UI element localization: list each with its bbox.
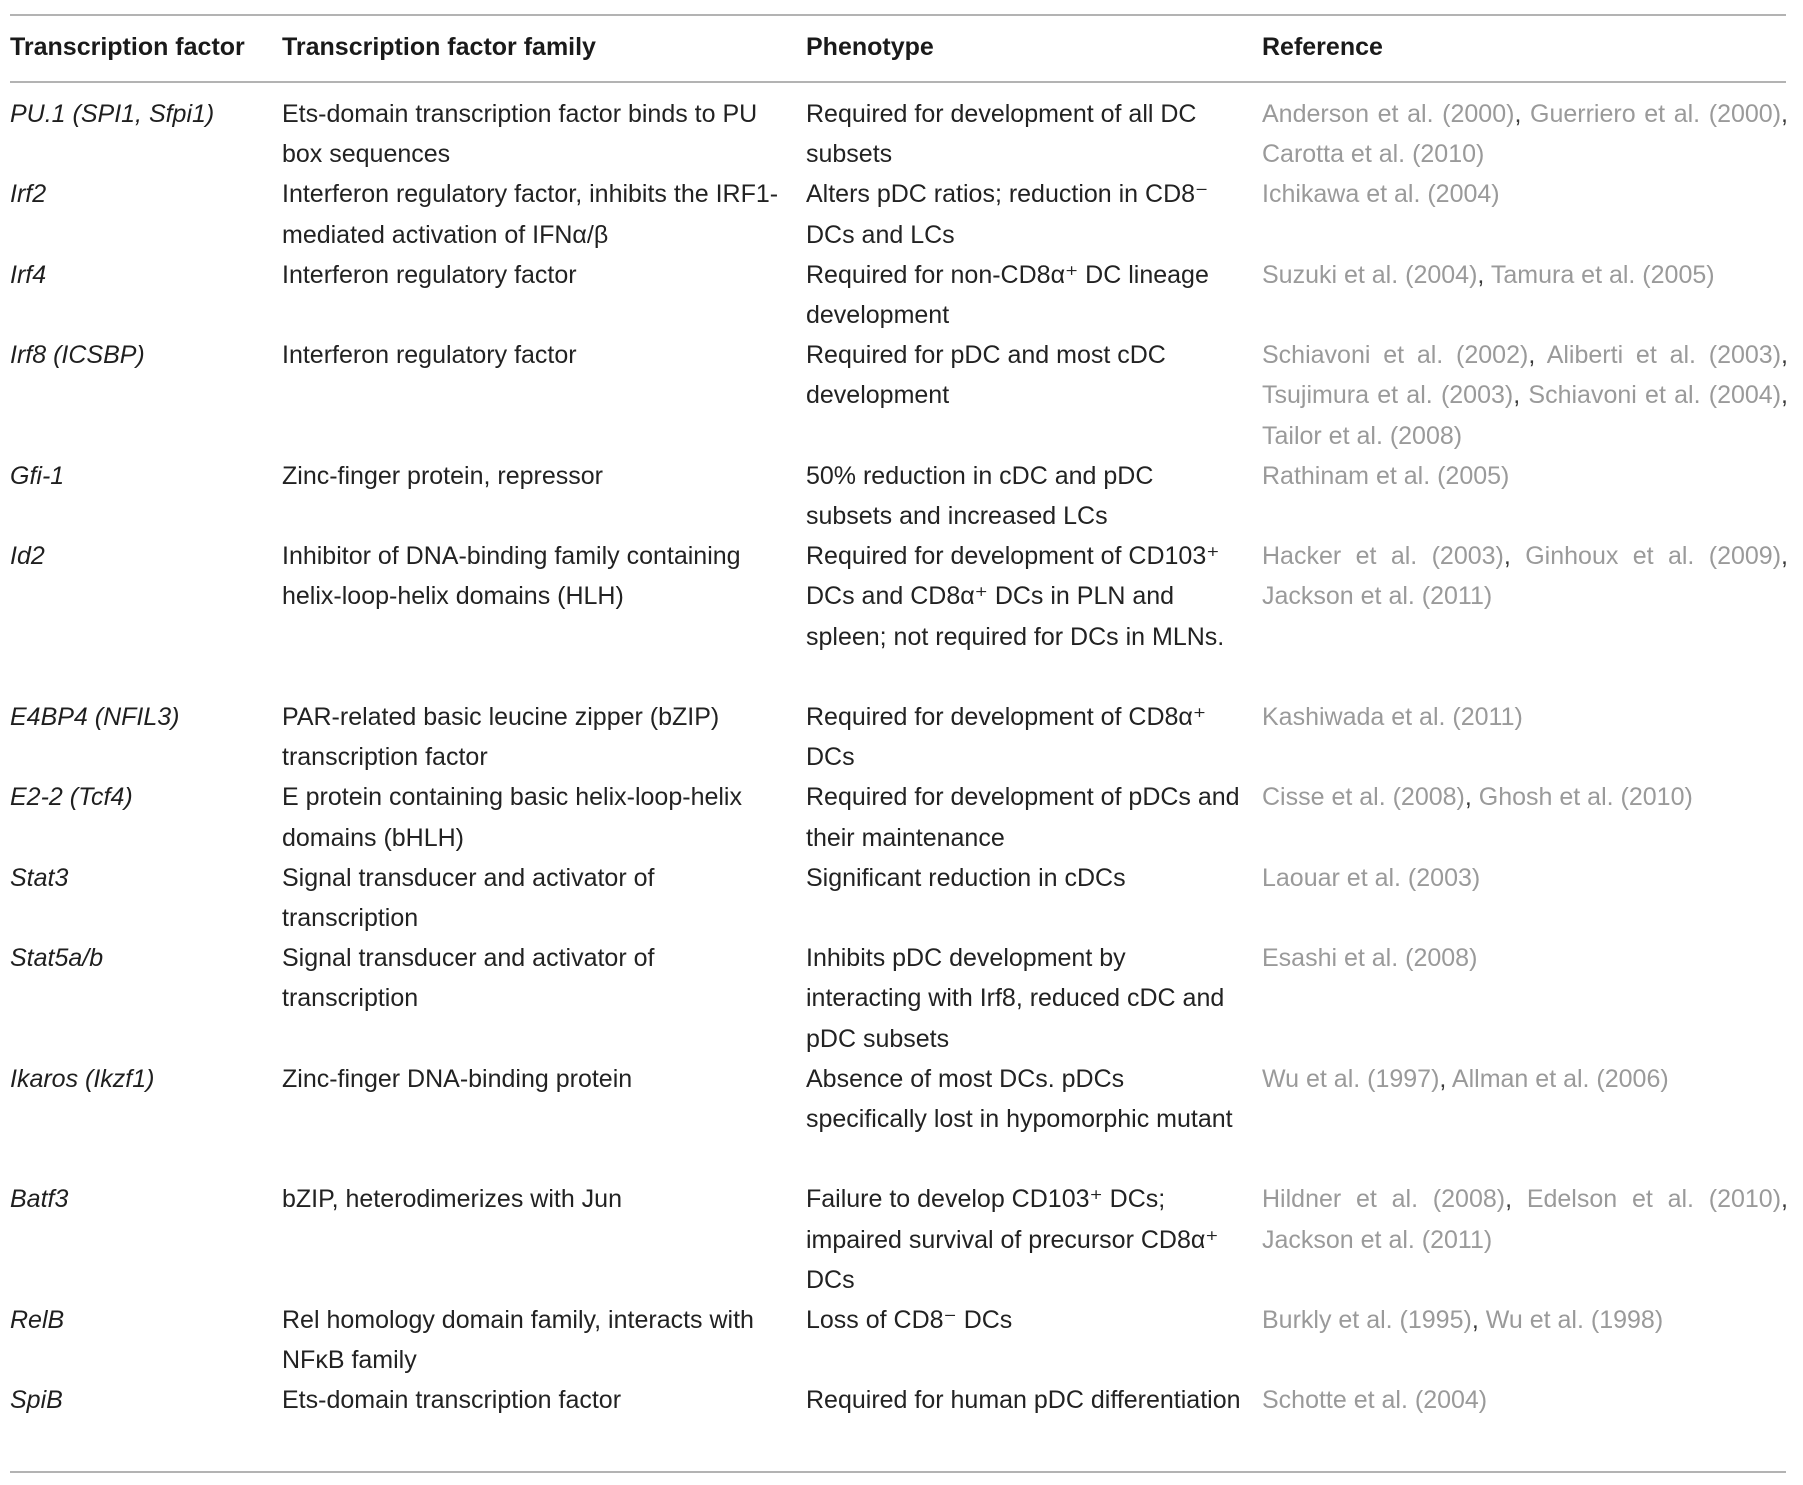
cell-references	[1262, 858, 1788, 898]
cell-references	[1262, 1300, 1788, 1340]
cell-family: Interferon regulatory factor	[282, 260, 577, 289]
cell-family: Ets-domain transcription factor	[282, 1386, 622, 1415]
table-row	[0, 1179, 1803, 1300]
table-bottom-rule	[10, 1471, 1786, 1473]
reference-separator: ,	[1781, 341, 1788, 370]
cell-factor: Stat5a/b	[10, 944, 104, 973]
reference-separator: ,	[1471, 1305, 1486, 1334]
table-row	[0, 1380, 1803, 1460]
cell-references	[1262, 697, 1788, 737]
reference-separator: ,	[1781, 100, 1788, 128]
table-row	[0, 777, 1803, 857]
reference-link[interactable]: Schiavoni et al. (2002)	[1262, 341, 1529, 370]
cell-factor: SpiB	[10, 1386, 63, 1415]
reference-link[interactable]: Jackson et al. (2011)	[1262, 582, 1493, 611]
reference-separator: ,	[1781, 1185, 1788, 1214]
table-header	[0, 25, 1803, 69]
reference-link[interactable]: Carotta et al. (2010)	[1262, 140, 1485, 169]
cell-phenotype: Required for pDC and most cDC development	[806, 341, 1166, 410]
cell-references	[1262, 938, 1788, 978]
reference-link[interactable]: Suzuki et al. (2004)	[1262, 260, 1478, 289]
reference-link[interactable]: Ginhoux et al. (2009)	[1525, 542, 1782, 571]
reference-link[interactable]: Tamura et al. (2005)	[1490, 260, 1715, 289]
reference-separator: ,	[1781, 381, 1788, 410]
reference-separator: ,	[1528, 341, 1547, 370]
reference-link[interactable]: Tsujimura et al. (2003)	[1262, 381, 1514, 410]
reference-link[interactable]: Jackson et al. (2011)	[1262, 1225, 1493, 1254]
reference-separator: ,	[1464, 783, 1479, 812]
cell-family: Zinc-finger protein, repressor	[282, 461, 603, 490]
reference-link[interactable]: Schotte et al. (2004)	[1262, 1386, 1488, 1415]
cell-references	[1262, 456, 1788, 496]
cell-references	[1262, 174, 1788, 214]
table-body	[0, 94, 1803, 1461]
table-header-rule	[10, 81, 1786, 83]
reference-separator: ,	[1439, 1064, 1452, 1093]
reference-link[interactable]: Edelson et al. (2010)	[1526, 1185, 1782, 1214]
cell-phenotype: Inhibits pDC development by interacting with Irf8, reduced cDC and pDC subsets	[806, 944, 1225, 1053]
reference-link[interactable]: Kashiwada et al. (2011)	[1262, 702, 1523, 731]
table-row	[0, 697, 1803, 777]
reference-link[interactable]: Hildner et al. (2008)	[1262, 1185, 1506, 1214]
reference-link[interactable]: Guerriero et al. (2000)	[1530, 100, 1782, 128]
table-row	[0, 858, 1803, 938]
reference-separator: ,	[1513, 381, 1529, 410]
cell-references	[1262, 1059, 1788, 1099]
cell-factor: Stat3	[10, 863, 69, 892]
reference-link[interactable]: Allman et al. (2006)	[1451, 1064, 1669, 1093]
reference-link[interactable]: Aliberti et al. (2003)	[1546, 341, 1782, 370]
cell-references	[1262, 1179, 1788, 1259]
reference-link[interactable]: Schiavoni et al. (2004)	[1528, 381, 1782, 410]
table-row	[0, 174, 1803, 254]
table-row	[0, 255, 1803, 335]
cell-phenotype: Required for development of CD103⁺ DCs and CD8α⁺ DCs in PLN and spleen; not required for DCs in MLNs.	[806, 542, 1225, 651]
cell-phenotype: Required for human pDC differentiation	[806, 1386, 1241, 1415]
table-row	[0, 1300, 1803, 1380]
cell-phenotype: Required for development of all DC subsets	[806, 100, 1197, 169]
cell-factor: Batf3	[10, 1185, 69, 1214]
cell-factor: E4BP4 (NFIL3)	[10, 702, 180, 731]
reference-link[interactable]: Rathinam et al. (2005)	[1262, 461, 1510, 490]
cell-family: Ets-domain transcription factor binds to PU box sequences	[282, 100, 758, 169]
cell-family: Zinc-finger DNA-binding protein	[282, 1064, 633, 1093]
cell-phenotype: Absence of most DCs. pDCs specifically lost in hypomorphic mutant	[806, 1064, 1233, 1133]
cell-phenotype: Required for non-CD8α⁺ DC lineage development	[806, 260, 1209, 329]
reference-link[interactable]: Ghosh et al. (2010)	[1478, 783, 1693, 812]
cell-references	[1262, 536, 1788, 616]
table-row	[0, 938, 1803, 1059]
header-phenotype: Phenotype	[806, 33, 934, 61]
cell-family: E protein containing basic helix-loop-helix domains (bHLH)	[282, 783, 742, 852]
cell-family: Interferon regulatory factor	[282, 341, 577, 370]
reference-link[interactable]: Cisse et al. (2008)	[1262, 783, 1465, 812]
cell-references	[1262, 777, 1788, 817]
cell-factor: RelB	[10, 1305, 65, 1334]
header-transcription-factor: Transcription factor	[10, 33, 245, 61]
cell-family: Inhibitor of DNA-binding family containing helix-loop-helix domains (HLH)	[282, 542, 741, 611]
reference-link[interactable]: Anderson et al. (2000)	[1262, 100, 1515, 128]
reference-link[interactable]: Wu et al. (1997)	[1262, 1064, 1440, 1093]
table-row	[0, 1059, 1803, 1180]
cell-factor: E2-2 (Tcf4)	[10, 783, 133, 812]
reference-separator: ,	[1514, 100, 1531, 128]
cell-factor: Irf4	[10, 260, 47, 289]
cell-factor: Id2	[10, 542, 45, 571]
table-top-rule	[10, 14, 1786, 16]
reference-separator: ,	[1505, 1185, 1527, 1214]
cell-family: PAR-related basic leucine zipper (bZIP) transcription factor	[282, 702, 720, 772]
cell-family: Interferon regulatory factor, inhibits the IRF1-mediated activation of IFNα/β	[282, 180, 779, 249]
cell-family: bZIP, heterodimerizes with Jun	[282, 1185, 622, 1214]
reference-separator: ,	[1503, 542, 1526, 571]
reference-link[interactable]: Ichikawa et al. (2004)	[1262, 180, 1500, 209]
reference-link[interactable]: Tailor et al. (2008)	[1262, 421, 1463, 450]
cell-factor: Irf2	[10, 180, 47, 209]
cell-references	[1262, 255, 1788, 295]
reference-link[interactable]: Burkly et al. (1995)	[1262, 1305, 1472, 1334]
cell-phenotype: Required for development of CD8α⁺ DCs	[806, 702, 1207, 772]
cell-references	[1262, 1380, 1788, 1420]
cell-factor: Irf8 (ICSBP)	[10, 341, 145, 370]
reference-separator: ,	[1477, 260, 1491, 289]
cell-references	[1262, 335, 1788, 456]
cell-phenotype: 50% reduction in cDC and pDC subsets and increased LCs	[806, 461, 1154, 530]
header-reference: Reference	[1262, 33, 1383, 61]
cell-factor: Ikaros (Ikzf1)	[10, 1064, 155, 1093]
cell-phenotype: Required for development of pDCs and their maintenance	[806, 783, 1240, 852]
reference-link[interactable]: Wu et al. (1998)	[1485, 1305, 1664, 1334]
cell-family: Rel homology domain family, interacts with NFκB family	[282, 1305, 754, 1375]
header-transcription-factor-family: Transcription factor family	[282, 33, 596, 61]
cell-phenotype: Significant reduction in cDCs	[806, 863, 1126, 892]
cell-references	[1262, 94, 1788, 174]
table-row	[0, 536, 1803, 697]
cell-factor: Gfi-1	[10, 461, 65, 490]
cell-family: Signal transducer and activator of transcription	[282, 944, 655, 1013]
reference-link[interactable]: Esashi et al. (2008)	[1262, 944, 1478, 973]
reference-link[interactable]: Hacker et al. (2003)	[1262, 542, 1504, 571]
table-row	[0, 94, 1803, 174]
reference-separator: ,	[1781, 542, 1788, 571]
cell-family: Signal transducer and activator of transcription	[282, 863, 655, 932]
cell-phenotype: Loss of CD8⁻ DCs	[806, 1305, 1013, 1334]
table-row	[0, 456, 1803, 536]
table-row	[0, 335, 1803, 456]
reference-link[interactable]: Laouar et al. (2003)	[1262, 863, 1481, 892]
cell-factor: PU.1 (SPI1, Sfpi1)	[10, 100, 215, 128]
cell-phenotype: Alters pDC ratios; reduction in CD8⁻ DCs and LCs	[806, 180, 1209, 249]
cell-phenotype: Failure to develop CD103⁺ DCs; impaired survival of precursor CD8α⁺ DCs	[806, 1185, 1219, 1294]
